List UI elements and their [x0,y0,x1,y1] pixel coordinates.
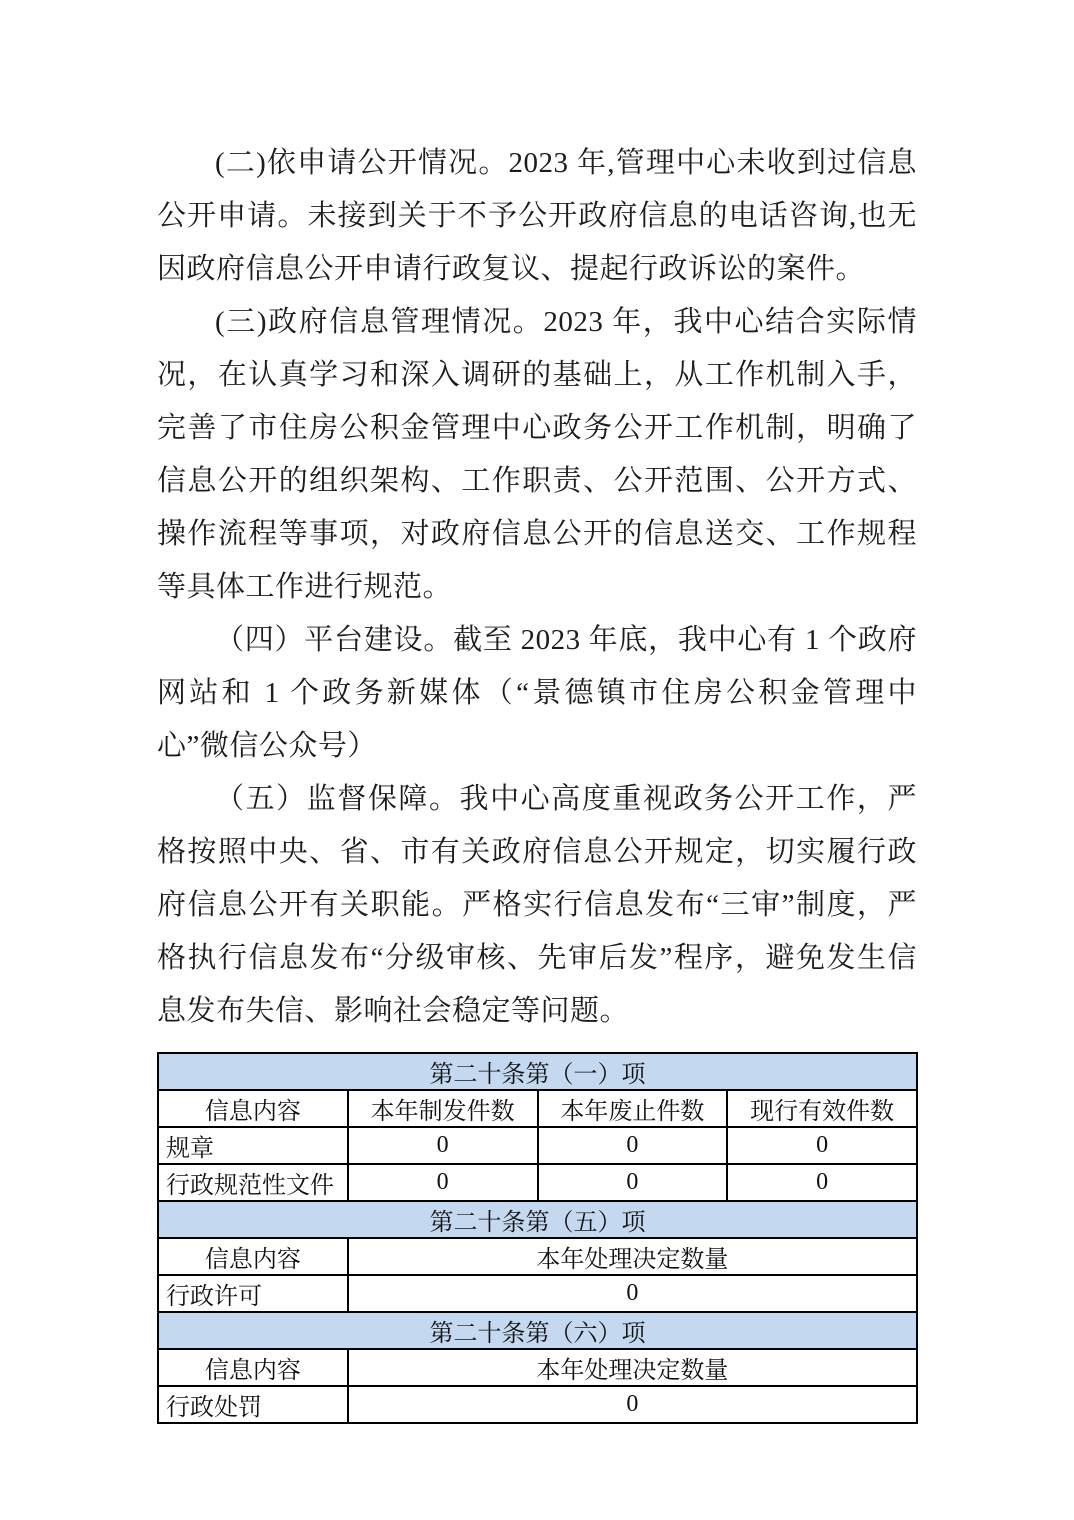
column-header: 本年处理决定数量 [348,1349,917,1386]
paragraph-request-disclosure: (二)依申请公开情况。2023 年,管理中心未收到过信息公开申请。未接到关于不予公开政府信息的电话咨询,也无因政府信息公开申请行政复议、提起行政诉讼的案件。 [157,147,917,285]
table-section-header-3 [158,1312,917,1349]
section-title: 第二十条第（五）项 [158,1201,917,1238]
cell-value: 0 [727,1164,917,1201]
cell-value: 0 [348,1127,538,1164]
row-label: 规章 [158,1127,348,1164]
table-row [158,1275,917,1312]
paragraph-platform-construction: （四）平台建设。截至 2023 年底，我中心有 1 个政府网站和 1 个政务新媒体（“景德镇市住房公积金管理中心”微信公众号） [157,624,917,762]
cell-value: 0 [538,1127,728,1164]
table-section-header-2 [158,1201,917,1238]
cell-value: 0 [727,1127,917,1164]
column-header: 本年制发件数 [348,1090,538,1127]
table-column-header-row [158,1238,917,1275]
row-label: 行政许可 [158,1275,348,1312]
table-row [158,1127,917,1164]
statistics-table [157,1052,918,1424]
body-text [157,137,917,1038]
cell-value: 0 [348,1275,917,1312]
section-title: 第二十条第（一）项 [158,1053,917,1090]
column-header: 本年处理决定数量 [348,1238,917,1275]
cell-value: 0 [348,1164,538,1201]
table-row [158,1164,917,1201]
paragraph-info-management: (三)政府信息管理情况。2023 年，我中心结合实际情况，在认真学习和深入调研的基础上，从工作机制入手，完善了市住房公积金管理中心政务公开工作机制，明确了信息公开的组织架构、工作职责、公开范围、公开方式、操作流程等事项，对政府信息公开的信息送交、工作规程等具体工作进行规范。 [157,306,917,603]
paragraph-supervision-guarantee: （五）监督保障。我中心高度重视政务公开工作，严格按照中央、省、市有关政府信息公开规定，切实履行政府信息公开有关职能。严格实行信息发布“三审”制度，严格执行信息发布“分级审核、先审后发”程序，避免发生信息发布失信、影响社会稳定等问题。 [157,783,917,1027]
table-column-header-row [158,1090,917,1127]
table-column-header-row [158,1349,917,1386]
row-label: 行政处罚 [158,1386,348,1423]
column-header: 现行有效件数 [727,1090,917,1127]
column-header: 信息内容 [158,1090,348,1127]
table-section-header-1 [158,1053,917,1090]
row-label: 行政规范性文件 [158,1164,348,1201]
section-title: 第二十条第（六）项 [158,1312,917,1349]
column-header: 信息内容 [158,1238,348,1275]
column-header: 本年废止件数 [538,1090,728,1127]
cell-value: 0 [538,1164,728,1201]
cell-value: 0 [348,1386,917,1423]
table-row [158,1386,917,1423]
column-header: 信息内容 [158,1349,348,1386]
